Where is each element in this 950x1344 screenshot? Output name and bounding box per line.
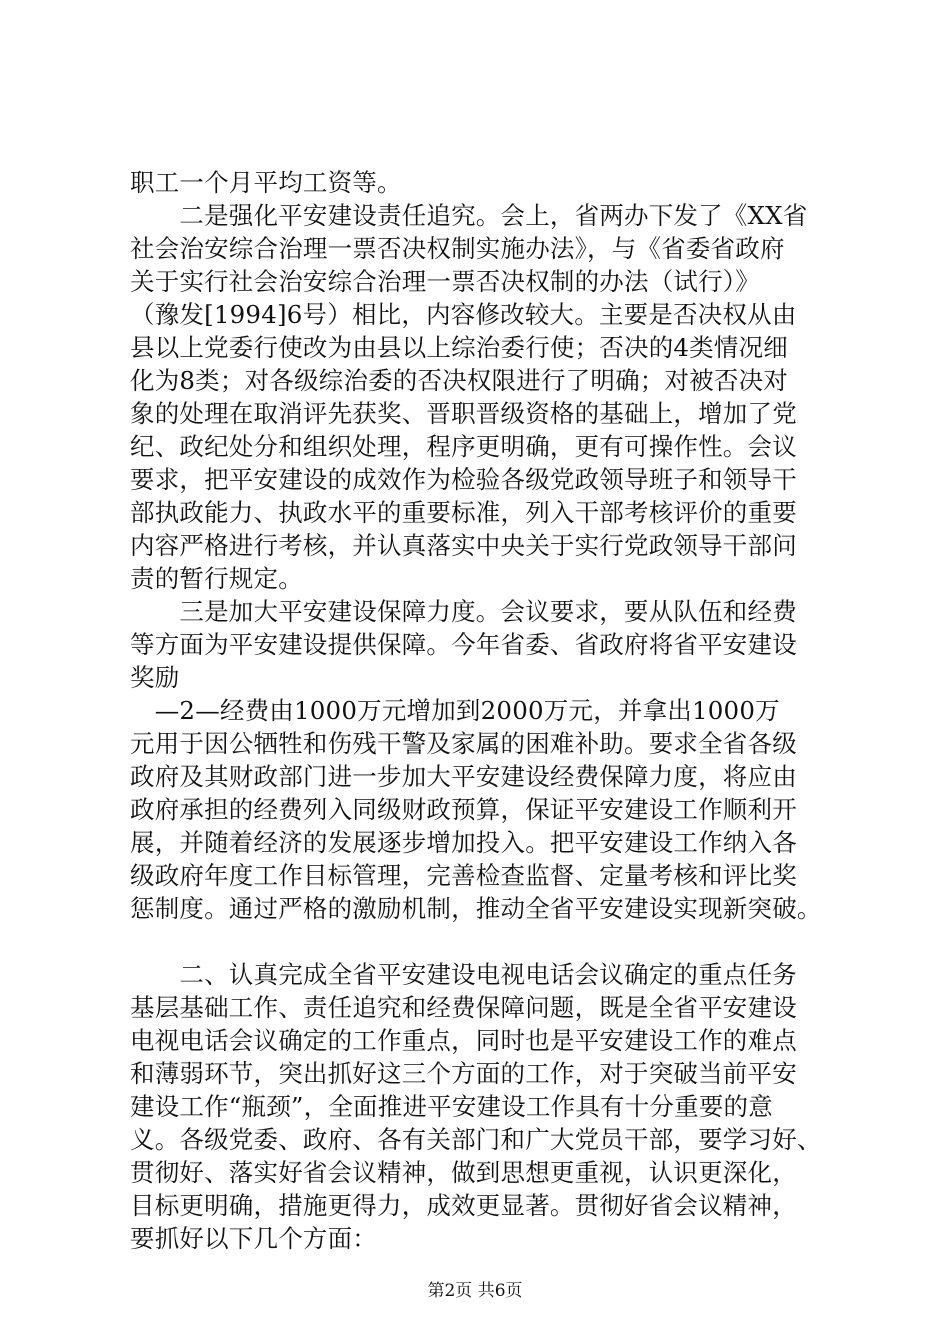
body-line: 要抓好以下几个方面： xyxy=(130,1224,377,1253)
body-line: 展，并随着经济的发展逐步增加投入。把平安建设工作纳入各 xyxy=(130,828,797,857)
body-line: 二、认真完成全省平安建设电视电话会议确定的重点任务 xyxy=(130,960,797,989)
body-line: 要求，把平安建设的成效作为检验各级党政领导班子和领导干 xyxy=(130,465,797,494)
body-line: 责的暂行规定。 xyxy=(130,564,303,593)
body-line: 电视电话会议确定的工作重点，同时也是平安建设工作的难点 xyxy=(130,1026,797,1055)
body-line: 等方面为平安建设提供保障。今年省委、省政府将省平安建设 xyxy=(130,630,797,659)
body-line: 义。各级党委、政府、各有关部门和广大党员干部，要学习好、 xyxy=(130,1125,822,1154)
body-line: 奖励 xyxy=(130,663,180,692)
body-line: （豫发[1994]6号）相比，内容修改较大。主要是否决权从由 xyxy=(130,300,797,329)
body-line: 和薄弱环节，突出抓好这三个方面的工作，对于突破当前平安 xyxy=(130,1059,797,1088)
body-line: 职工一个月平均工资等。 xyxy=(130,168,402,197)
body-line: 元用于因公牺牲和伤残干警及家属的困难补助。要求全省各级 xyxy=(130,729,797,758)
body-line: 关于实行社会治安综合治理一票否决权制的办法（试行）》 xyxy=(130,267,760,296)
body-line: 基层基础工作、责任追究和经费保障问题，既是全省平安建设 xyxy=(130,993,797,1022)
body-line: 化为8类；对各级综治委的否决权限进行了明确；对被否决对 xyxy=(130,366,788,395)
body-line: 二是强化平安建设责任追究。会上，省两办下发了《XX省 xyxy=(130,201,808,230)
body-line: —2—经费由1000万元增加到2000万元，并拿出1000万 xyxy=(130,696,780,725)
body-line: 惩制度。通过严格的激励机制，推动全省平安建设实现新突破。 xyxy=(130,894,822,923)
body-line: 社会治安综合治理一票否决权制实施办法》，与《省委省政府 xyxy=(130,234,785,263)
body-line: 建设工作“瓶颈”，全面推进平安建设工作具有十分重要的意 xyxy=(130,1092,773,1121)
body-line: 目标更明确，措施更得力，成效更显著。贯彻好省会议精神， xyxy=(130,1191,797,1220)
body-line: 象的处理在取消评先获奖、晋职晋级资格的基础上，增加了党 xyxy=(130,399,797,428)
body-line: 政府承担的经费列入同级财政预算，保证平安建设工作顺利开 xyxy=(130,795,797,824)
body-line: 纪、政纪处分和组织处理，程序更明确，更有可操作性。会议 xyxy=(130,432,797,461)
body-line: 贯彻好、落实好省会议精神，做到思想更重视，认识更深化， xyxy=(130,1158,797,1187)
body-line: 级政府年度工作目标管理，完善检查监督、定量考核和评比奖 xyxy=(130,861,797,890)
body-line: 内容严格进行考核，并认真落实中央关于实行党政领导干部问 xyxy=(130,531,797,560)
body-line: 政府及其财政部门进一步加大平安建设经费保障力度，将应由 xyxy=(130,762,797,791)
body-line: 县以上党委行使改为由县以上综治委行使；否决的4类情况细 xyxy=(130,333,788,362)
page-footer: 第2页 共6页 xyxy=(427,1281,523,1301)
body-line: 部执政能力、执政水平的重要标准，列入干部考核评价的重要 xyxy=(130,498,797,527)
body-line: 三是加大平安建设保障力度。会议要求，要从队伍和经费 xyxy=(130,597,797,626)
